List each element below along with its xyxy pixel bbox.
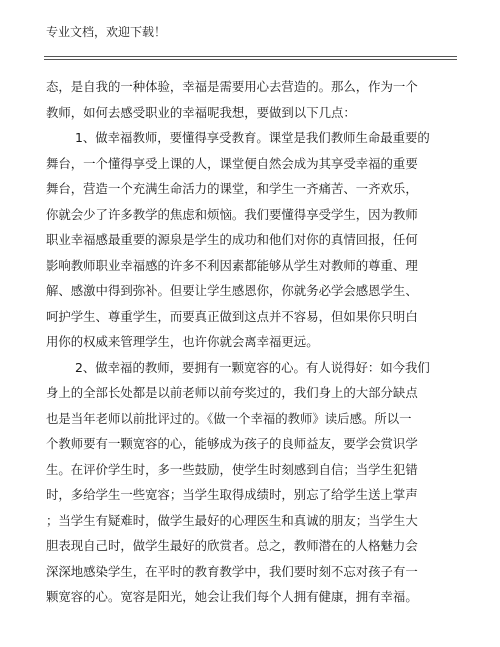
text-line: 生。在评价学生时，多一些鼓励，使学生时刻感到自信；当学生犯错 xyxy=(46,461,418,477)
text-line: 身上的全部长处都是以前老师以前夸奖过的，我们身上的大部分缺点 xyxy=(46,385,418,400)
text-line: 舞台，营造一个充满生命活力的课堂，和学生一齐痛苦、一齐欢乐， xyxy=(46,181,418,196)
text-line: 影响教师职业幸福感的许多不利因素都能够从学生对教师的尊重、理 xyxy=(46,257,418,273)
header-rule-top xyxy=(44,56,457,57)
text-line: 也是当年老师以前批评过的。《做一个幸福的教师》读后感。所以一 xyxy=(46,410,412,426)
text-line: 呵护学生、尊重学生，而要真正做到这点并不容易，但如果你只明白 xyxy=(46,308,418,324)
text-line: 胆表现自己时，做学生最好的欣赏者。总之，教师潜在的人格魅力会 xyxy=(46,538,418,553)
text-line: 时，多给学生一些宽容；当学生取得成绩时，别忘了给学生送上掌声 xyxy=(46,487,418,502)
text-line: 你就会少了许多教学的焦虑和烦恼。我们要懂得享受学生，因为教师 xyxy=(46,206,418,222)
text-line: ；当学生有疑难时，做学生最好的心理医生和真诚的朋友；当学生大 xyxy=(46,512,418,528)
document-header: 专业文档，欢迎下载！ xyxy=(46,25,167,39)
text-line: 职业幸福感最重要的源泉是学生的成功和他们对你的真情回报，任何 xyxy=(46,232,418,247)
text-line: 态，是自我的一种体验，幸福是需要用心去营造的。那么，作为一个 xyxy=(46,79,418,94)
text-line: 2、做幸福的教师，要拥有一颗宽容的心。有人说得好：如今我们 xyxy=(75,359,430,375)
text-line: 颗宽容的心。宽容是阳光，她会让我们每个人拥有健康，拥有幸福。 xyxy=(46,589,418,604)
text-line: 教师，如何去感受职业的幸福呢我想，要做到以下几点： xyxy=(46,104,356,120)
text-line: 用你的权威来管理学生，也许你就会离幸福更远。 xyxy=(46,334,319,349)
text-line: 解、感激中得到弥补。但要让学生感恩你，你就务必学会感恩学生、 xyxy=(46,283,418,298)
text-line: 个教师要有一颗宽容的心，能够成为孩子的良师益友，要学会赏识学 xyxy=(46,436,418,451)
document-body xyxy=(46,74,458,610)
header-rule-bottom xyxy=(44,59,457,60)
text-line: 1、做幸福教师，要懂得享受教育。课堂是我们教师生命最重要的 xyxy=(75,130,430,145)
text-line: 舞台，一个懂得享受上课的人，课堂便自然会成为其享受幸福的重要 xyxy=(46,155,418,171)
text-line: 深深地感染学生，在平时的教育教学中，我们要时刻不忘对孩子有一 xyxy=(46,563,418,579)
